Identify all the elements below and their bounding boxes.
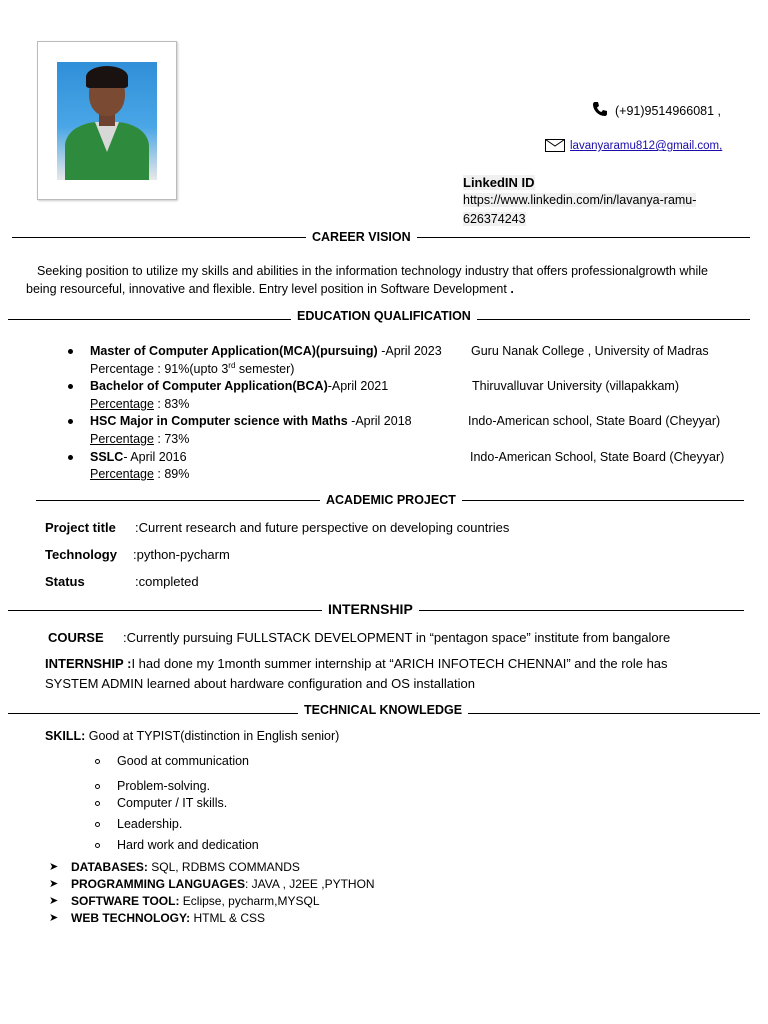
soft-skill-item: Problem-solving. — [117, 779, 211, 793]
arrow-bullet-icon: ➤ — [49, 912, 59, 924]
skill-line: SKILL: Good at TYPIST(distinction in English senior) — [45, 729, 340, 743]
profile-photo — [57, 62, 157, 180]
email-link[interactable]: lavanyaramu812@gmail.com, — [570, 140, 723, 152]
soft-skill-item: Hard work and dedication — [117, 838, 259, 852]
tech-item-software: SOFTWARE TOOL: Eclipse, pycharm,MYSQL — [71, 894, 320, 908]
education-inst-sslc: Indo-American School, State Board (Cheyyar) — [470, 450, 725, 464]
tech-item-databases: DATABASES: SQL, RDBMS COMMANDS — [71, 860, 300, 874]
arrow-bullet-icon: ➤ — [49, 895, 59, 907]
bullet — [68, 455, 73, 460]
bullet — [95, 759, 100, 764]
phone-icon — [592, 101, 608, 120]
education-inst-bca: Thiruvalluvar University (villapakkam) — [472, 379, 679, 393]
education-pct-bca: Percentage : 83% — [90, 397, 190, 411]
soft-skill-item: Good at communication — [117, 754, 250, 768]
education-item-bca: Bachelor of Computer Application(BCA)-April 2021 — [90, 379, 389, 393]
profile-photo-frame — [37, 41, 177, 200]
internship-heading: INTERNSHIP — [322, 601, 419, 617]
soft-skill-item: Leadership. — [117, 817, 183, 831]
bullet — [68, 419, 73, 424]
education-inst-mca: Guru Nanak College , University of Madras — [471, 344, 709, 358]
linkedin-label: LinkedIN ID — [463, 175, 535, 190]
education-item-mca: Master of Computer Application(MCA)(pursuing) -April 2023 — [90, 344, 442, 358]
linkedin-url-line1[interactable]: https://www.linkedin.com/in/lavanya-ramu- — [463, 193, 697, 207]
career-vision-heading: CAREER VISION — [306, 230, 417, 244]
internship-line1: INTERNSHIP :I had done my 1month summer internship at “ARICH INFOTECH CHENNAI” and the role has — [45, 656, 668, 671]
internship-line2: SYSTEM ADMIN learned about hardware configuration and OS installation — [45, 676, 475, 691]
bullet — [95, 801, 100, 806]
technical-heading: TECHNICAL KNOWLEDGE — [298, 703, 468, 717]
bullet — [68, 384, 73, 389]
bullet — [95, 784, 100, 789]
course-label: COURSE — [48, 630, 104, 645]
technology-label: Technology — [45, 547, 117, 562]
status-label: Status — [45, 574, 85, 589]
education-pct-sslc: Percentage : 89% — [90, 467, 190, 481]
bullet — [95, 822, 100, 827]
career-text-line1: Seeking position to utilize my skills and abilities in the information technology industry that offers professionalgrowth while — [37, 264, 708, 278]
tech-item-web: WEB TECHNOLOGY: HTML & CSS — [71, 911, 266, 925]
tech-item-languages: PROGRAMMING LANGUAGES: JAVA , J2EE ,PYTHON — [71, 877, 375, 891]
linkedin-url-line2[interactable]: 626374243 — [463, 212, 526, 226]
course-value: :Currently pursuing FULLSTACK DEVELOPMENT in “pentagon space” institute from bangalore — [123, 630, 671, 645]
status-value: :completed — [135, 574, 199, 589]
project-title-value: :Current research and future perspective on developing countries — [135, 520, 510, 535]
education-heading: EDUCATION QUALIFICATION — [291, 309, 477, 323]
education-item-sslc: SSLC- April 2016 — [90, 450, 187, 464]
education-inst-hsc: Indo-American school, State Board (Cheyyar) — [468, 414, 721, 428]
technology-value: :python-pycharm — [133, 547, 230, 562]
project-title-label: Project title — [45, 520, 116, 535]
education-pct-hsc: Percentage : 73% — [90, 432, 190, 446]
career-text-line2: being resourceful, innovative and flexible. Entry level position in Software Development . — [26, 282, 514, 296]
education-pct-mca: Percentage : 91%(upto 3rd semester) — [90, 361, 295, 377]
project-heading: ACADEMIC PROJECT — [320, 493, 462, 507]
email-icon — [545, 139, 565, 155]
arrow-bullet-icon: ➤ — [49, 878, 59, 890]
arrow-bullet-icon: ➤ — [49, 861, 59, 873]
bullet — [95, 843, 100, 848]
bullet — [68, 349, 73, 354]
phone-number: (+91)9514966081 , — [615, 104, 721, 118]
soft-skill-item: Computer / IT skills. — [117, 796, 228, 810]
education-item-hsc: HSC Major in Computer science with Maths -April 2018 — [90, 414, 412, 428]
